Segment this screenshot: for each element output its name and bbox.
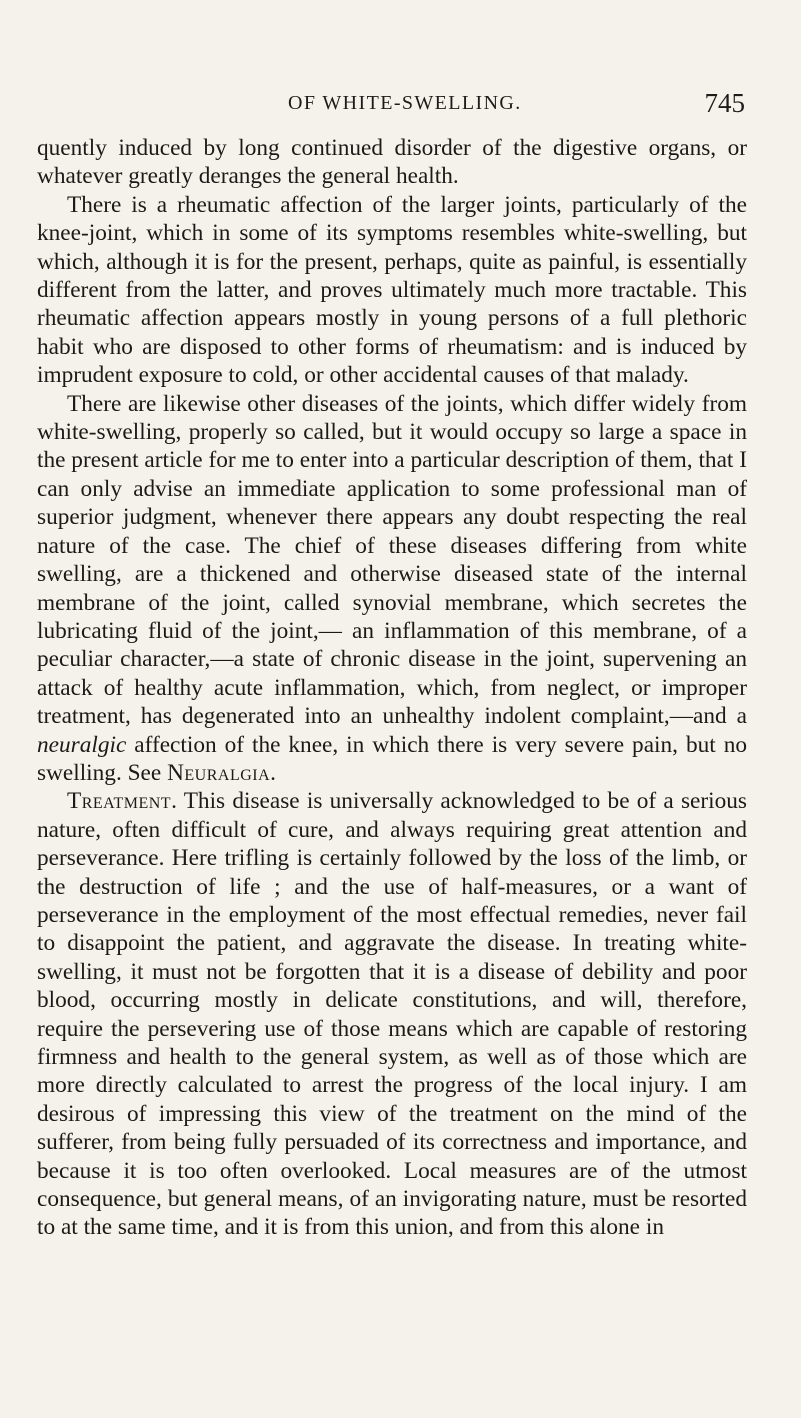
running-title: OF WHITE-SWELLING. — [288, 92, 522, 114]
paragraph-text: . This disease is universally acknowledged to be of a serious nature, often difficult of cure, and always requiring great attention and perseverance. Here trifling is certainly followed by the loss of the limb, or the destruction of life ; and the use of half-measures, or a want of perseverance in the employment of the most effectual remedies, never fail to disappoint the patient, and aggravate the disease. In treating white-swelling, it must not be forgotten that it is a disease of debility and poor blood, occurring mostly in delicate constitutions, and will, therefore, require the persevering use of those means which are capable of restoring firmness and health to the general system, as well as of those which are more directly calculated to arrest the progress of the local injury. I am desirous of impressing this view of the treatment on the mind of the sufferer, from being fully persuaded of its correctness and importance, and because it is too often overlooked. Local measures are of the utmost consequence, but general means, of an invigorating nature, must be resorted to at the same time, and it is from this union, and from this alone in — [37, 788, 747, 1241]
page-number: 745 — [704, 88, 745, 118]
paragraph-text: . — [270, 759, 276, 786]
body-text — [37, 134, 747, 1242]
paragraph-other-diseases — [37, 390, 747, 788]
paragraph-rheumatic-affection: There is a rheumatic affection of the larger joints, particularly of the knee-joint, which in some of its symptoms resembles white-swelling, but which, although it is for the present, perhaps, quite as painful, is essentially different from the latter, and proves ultimately much more tractable. This rheumatic affection appears mostly in young persons of a full plethoric habit who are disposed to other forms of rheumatism: and is induced by imprudent exposure to cold, or other accidental causes of that malady. — [37, 191, 747, 389]
italic-term: neuralgic — [37, 731, 127, 758]
paragraph-text: affection of the knee, in which there is very severe pain, but no swelling. See — [37, 731, 747, 786]
paragraph-continuation: quently induced by long continued disorder of the digestive organs, or whatever greatly deranges the general health. — [37, 135, 747, 190]
paragraph-text: There are likewise other diseases of the joints, which differ widely from white-swelling, properly so called, but it would occupy so large a space in the present article for me to enter into a particular description of them, that I can only advise an immediate application to some professional man of superior judgment, whenever there appears any doubt respecting the real nature of the case. The chief of these diseases differing from white swelling, are a thickened and otherwise diseased state of the internal membrane of the joint, called synovial membrane, which secretes the lubricating fluid of the joint,— an inflammation of this membrane, of a peculiar character,—a state of chronic disease in the joint, supervening an attack of healthy acute inflammation, which, from neglect, or improper treatment, has degenerated into an unhealthy indolent complaint,—and a — [37, 390, 747, 730]
cross-reference: Neuralgia — [167, 759, 271, 786]
section-lead-heading: Treatment — [67, 788, 172, 815]
running-head — [40, 88, 745, 120]
paragraph-treatment — [37, 787, 747, 1242]
